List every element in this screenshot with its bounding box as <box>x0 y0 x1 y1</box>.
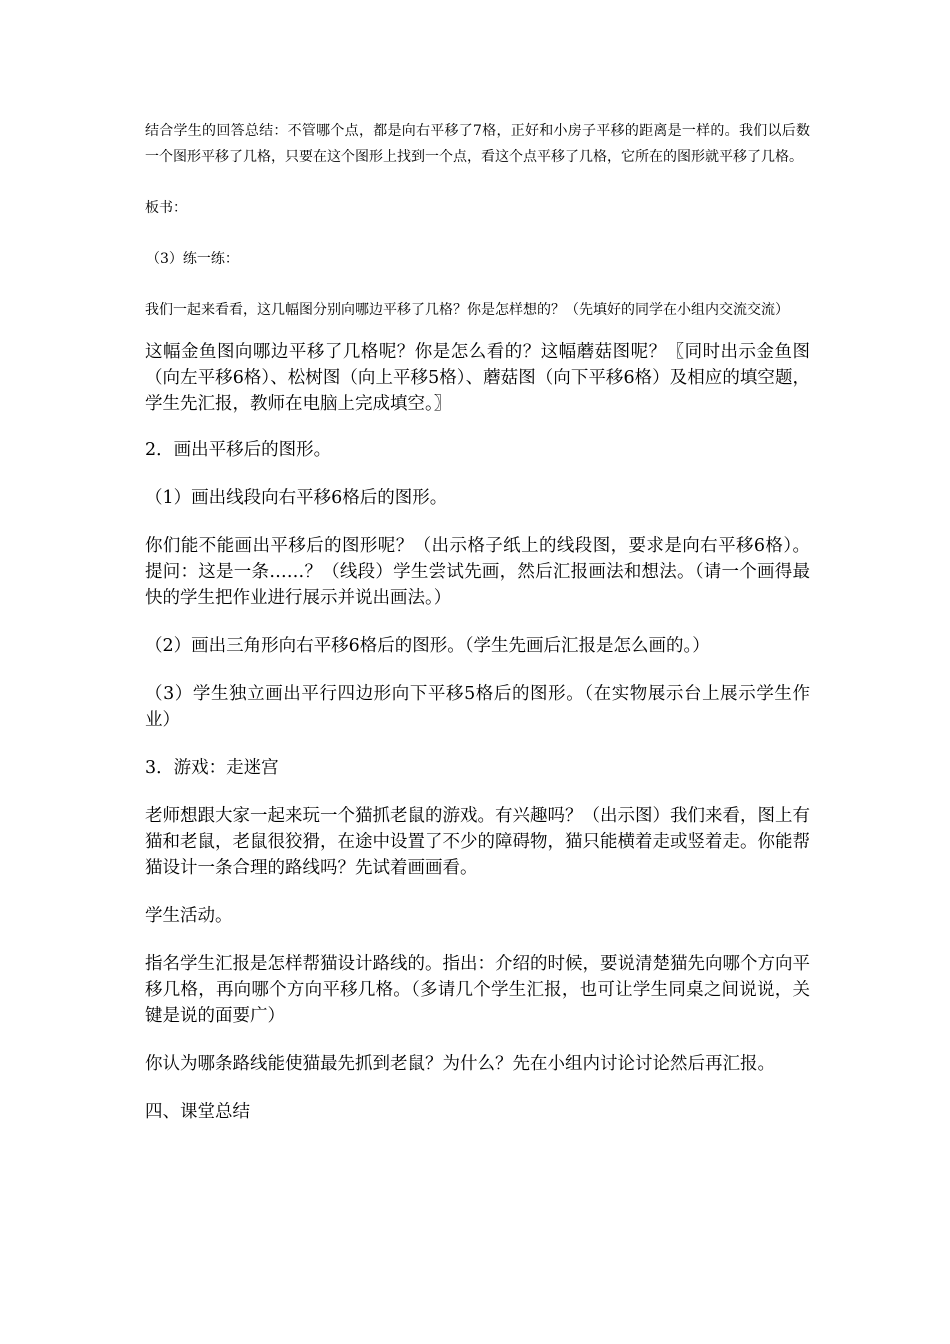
parallelogram-paragraph: （3）学生独立画出平行四边形向下平移5格后的图形。（在实物展示台上展示学生作业） <box>145 684 810 730</box>
line-segment-paragraph: 你们能不能画出平移后的图形呢？（出示格子纸上的线段图，要求是向右平移6格）。提问：这是一条……？（线段）学生尝试先画，然后汇报画法和想法。（请一个画得最快的学生把作业进行展示并说出画法。） <box>145 536 810 608</box>
game-paragraph: 老师想跟大家一起来玩一个猫抓老鼠的游戏。有兴趣吗？（出示图）我们来看，图上有猫和老鼠，老鼠很狡猾，在途中设置了不少的障碍物，猫只能横着走或竖着走。你能帮猫设计一条合理的路线吗？先试着画画看。 <box>145 806 810 878</box>
section-2-heading: 2．画出平移后的图形。 <box>145 440 332 460</box>
triangle-paragraph: （2）画出三角形向右平移6格后的图形。（学生先画后汇报是怎么画的。） <box>145 636 710 656</box>
goldfish-paragraph: 这幅金鱼图向哪边平移了几格呢？你是怎么看的？这幅蘑菇图呢？〖同时出示金鱼图（向左平移6格）、松树图（向上平移5格）、蘑菇图（向下平移6格）及相应的填空题，学生先汇报，教师在电脑上完成填空。〗 <box>145 342 810 414</box>
route-question: 你认为哪条路线能使猫最先抓到老鼠？为什么？先在小组内讨论讨论然后再汇报。 <box>145 1054 775 1074</box>
summary-paragraph: 结合学生的回答总结：不管哪个点，都是向右平移了7格，正好和小房子平移的距离是一样的。我们以后数一个图形平移了几格，只要在这个图形上找到一个点，看这个点平移了几格，它所在的图形就平移了几格。 <box>145 123 810 165</box>
blackboard-label: 板书： <box>145 200 187 216</box>
practice-heading: （3）练一练： <box>146 251 239 267</box>
practice-question: 我们一起来看看，这几幅图分别向哪边平移了几格？你是怎样想的？（先填好的同学在小组内交流交流） <box>145 302 789 318</box>
section-4-heading: 四、课堂总结 <box>145 1102 250 1122</box>
game-heading: 3．游戏：走迷宫 <box>145 758 279 778</box>
student-activity: 学生活动。 <box>145 906 233 926</box>
report-paragraph: 指名学生汇报是怎样帮猫设计路线的。指出：介绍的时候，要说清楚猫先向哪个方向平移几格，再向哪个方向平移几格。（多请几个学生汇报，也可让学生同桌之间说说，关键是说的面要广） <box>145 954 810 1026</box>
document-body <box>145 118 810 1125</box>
line-segment-heading: （1）画出线段向右平移6格后的图形。 <box>145 488 448 508</box>
